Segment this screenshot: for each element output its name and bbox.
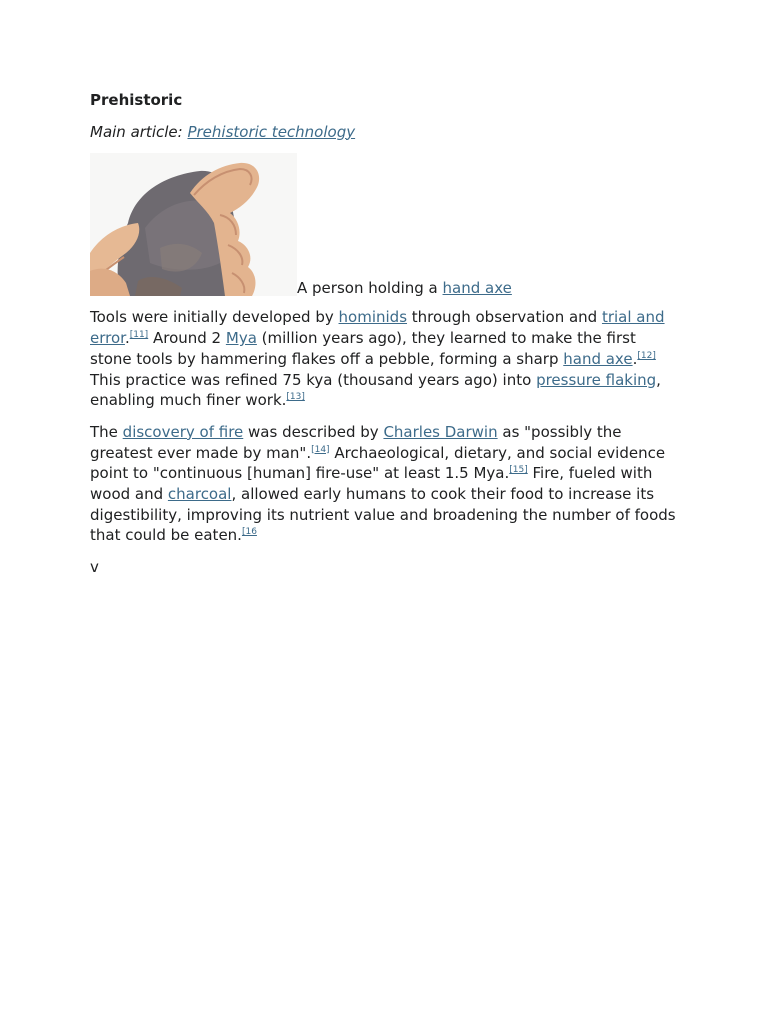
text-span: through observation and xyxy=(407,308,602,327)
link-hand-axe[interactable]: hand axe xyxy=(563,349,633,368)
citation-link[interactable]: [11] xyxy=(129,330,149,341)
citation-link[interactable]: [14] xyxy=(311,444,330,455)
hand-axe-photo xyxy=(90,153,297,296)
text-span: Archaeological, dietary, and social evidence point to "continuous [human] fire-use" at least 1.5 Mya. xyxy=(90,443,666,483)
citation-link[interactable]: [15] xyxy=(509,465,528,476)
paragraph-tools xyxy=(90,307,678,411)
citation-link[interactable]: [16 xyxy=(241,527,257,538)
link-prehistoric-technology[interactable]: Prehistoric technology xyxy=(187,122,356,141)
link-hand-axe-caption[interactable]: hand axe xyxy=(442,279,512,298)
hatnote xyxy=(90,122,678,143)
text-span: The xyxy=(90,422,123,441)
article-content xyxy=(90,90,678,578)
citation-13[interactable] xyxy=(286,392,304,402)
text-span: . xyxy=(632,349,638,368)
text-span: , allowed early humans to cook their food to increase its digestibility, improving its nutrient value and broadening the number of foods that could be eaten. xyxy=(90,485,676,545)
link-trial-and-error[interactable]: trial and error xyxy=(90,308,665,348)
text-span: , enabling much finer work. xyxy=(90,370,661,410)
link-hominids[interactable]: hominids xyxy=(338,308,408,327)
text-span: Tools were initially developed by xyxy=(90,308,339,327)
citation-14[interactable] xyxy=(311,445,329,455)
link-pressure-flaking[interactable]: pressure flaking xyxy=(536,370,657,389)
section-heading: Prehistoric xyxy=(90,91,183,109)
text-span: Around 2 xyxy=(148,329,226,348)
link-mya[interactable]: Mya xyxy=(225,329,257,348)
trailing-text: v xyxy=(90,558,99,577)
citation-12[interactable] xyxy=(637,351,655,361)
caption-text: A person holding a xyxy=(297,279,438,298)
citation-15[interactable] xyxy=(509,465,527,475)
text-span: (million years ago), they learned to make the first stone tools by hammering flakes off a pebble, forming a sharp xyxy=(90,329,636,368)
citation-11[interactable] xyxy=(130,330,148,340)
hand-axe-illustration xyxy=(90,153,297,296)
text-span: . xyxy=(124,329,130,348)
figure-caption xyxy=(297,280,512,296)
citation-link[interactable]: [12] xyxy=(637,350,656,361)
text-span: as "possibly the greatest ever made by man". xyxy=(90,422,622,462)
link-charcoal[interactable]: charcoal xyxy=(167,485,232,504)
hatnote-prefix: Main article: xyxy=(90,122,183,141)
text-span: was described by xyxy=(243,422,384,441)
citation-16[interactable] xyxy=(242,527,257,537)
link-charles-darwin[interactable]: Charles Darwin xyxy=(383,422,498,441)
link-discovery-of-fire[interactable]: discovery of fire xyxy=(122,422,244,441)
citation-link[interactable]: [13] xyxy=(286,392,305,403)
text-span: Fire, fueled with wood and xyxy=(90,464,653,504)
figure xyxy=(90,153,678,296)
text-span: This practice was refined 75 kya (thousand years ago) into xyxy=(90,370,537,389)
paragraph-fire xyxy=(90,422,678,546)
